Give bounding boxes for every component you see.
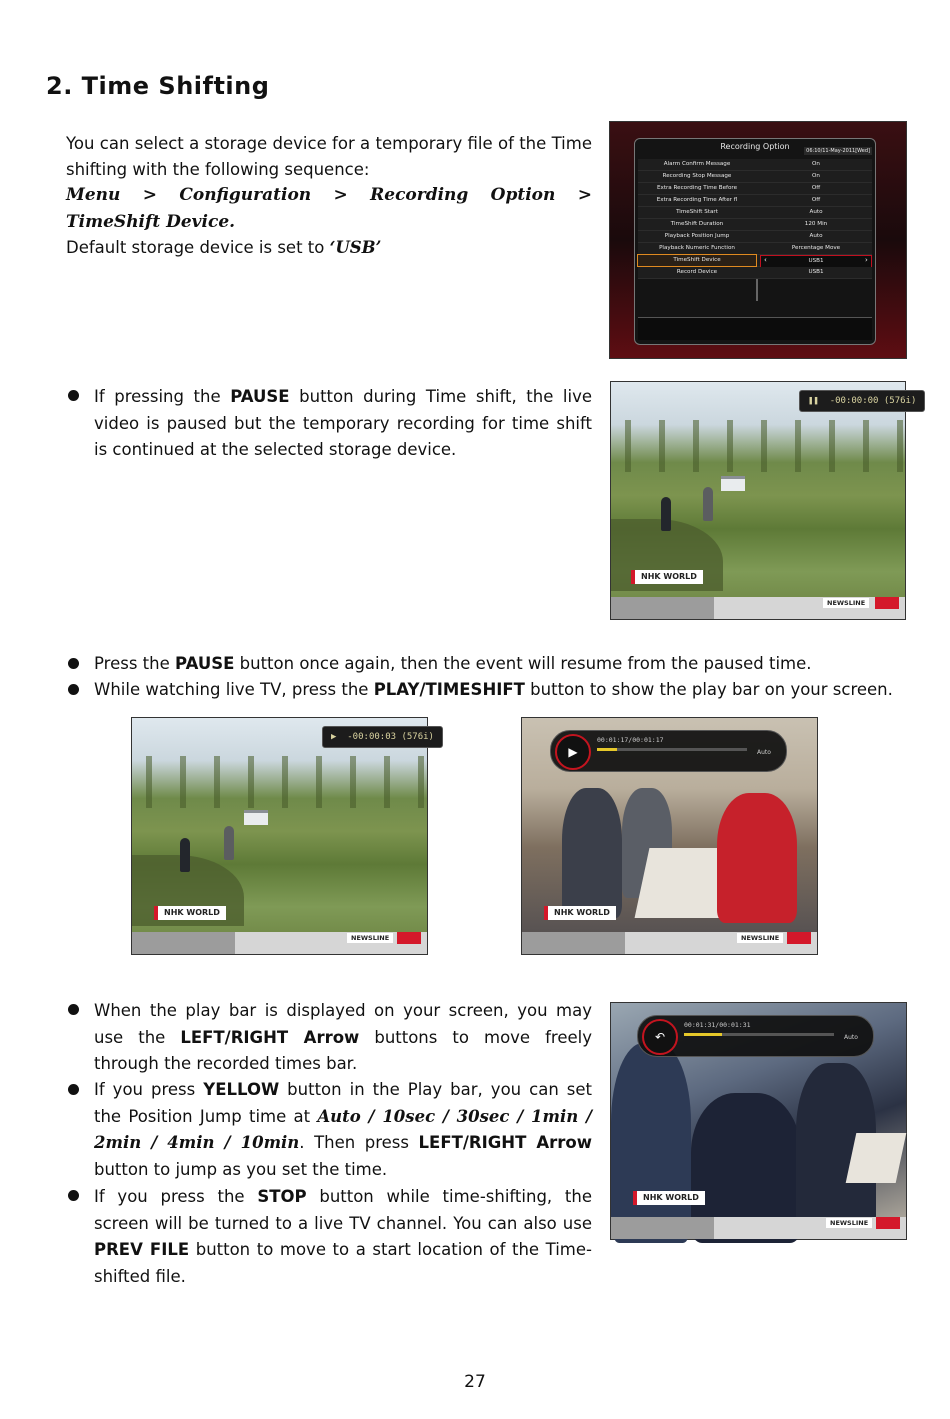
menu-row[interactable] — [638, 243, 872, 255]
bullet-dot — [68, 1084, 79, 1095]
menu-row[interactable] — [638, 231, 872, 243]
bullet-arrows — [94, 998, 592, 1078]
person-figure — [562, 788, 622, 918]
menu-row[interactable] — [638, 267, 872, 279]
tree-line — [611, 420, 905, 472]
bullet-text: buttons to move freely through the recorded times bar. — [94, 1027, 592, 1073]
menu-row-value: Off — [811, 185, 821, 191]
pause-time-readout: -00:00:00 (576i) — [829, 396, 917, 406]
menu-row[interactable] — [638, 183, 872, 195]
menu-row-label: TimeShift Duration — [670, 221, 724, 227]
default-prefix: Default storage device is set to — [66, 238, 330, 257]
auto-label: Auto — [757, 749, 771, 756]
time-readout: -00:00:03 (576i) — [347, 732, 434, 742]
menu-row-label: Extra Recording Time Before — [656, 185, 738, 191]
menu-title: Recording Option — [720, 142, 790, 151]
bullet-text: button in the Play bar, you can set the Position Jump time at — [94, 1080, 593, 1126]
menu-row[interactable] — [638, 207, 872, 219]
bullet-dot — [68, 684, 79, 695]
page-number: 27 — [464, 1372, 486, 1392]
menu-row-label: TimeShift Start — [676, 209, 718, 215]
menu-sequence: Menu > Configuration > Recording Option > TimeShift Device. — [66, 185, 592, 232]
menu-row[interactable] — [638, 159, 872, 171]
bullet-text: button to show the play bar on your screen. — [524, 680, 893, 699]
newsline-label: NEWSLINE — [737, 933, 783, 943]
jump-playbar-screenshot — [610, 1002, 907, 1240]
bullet-resume — [94, 651, 894, 678]
key-name: LEFT/RIGHT Arrow — [418, 1133, 592, 1152]
person-figure — [180, 838, 190, 872]
jump-options: Auto / 10sec / 30sec / 1min / 2min / 4min / 10min — [94, 1106, 592, 1152]
key-name: PREV FILE — [94, 1240, 190, 1259]
bullet-text: button during Time shift, the live video is paused but the temporary recording for time shift is continued at the selected storage device. — [94, 387, 592, 459]
bullet-playbar — [94, 677, 914, 704]
progress-fill — [684, 1033, 722, 1036]
menu-row[interactable] — [638, 195, 872, 207]
menu-row-value: On — [812, 161, 820, 167]
person-figure — [661, 497, 671, 531]
bullet-text: Press the — [94, 654, 175, 673]
person-figure — [611, 1043, 691, 1243]
newsline-label: NEWSLINE — [826, 1218, 872, 1228]
channel-logo: NHK WORLD — [631, 570, 703, 584]
menu-row-value: 120 Min — [804, 221, 828, 227]
bullet-text: When the play bar is displayed on your screen, you may use the — [94, 1001, 592, 1047]
menu-datetime: 06:10/11-May-2011[Wed] — [806, 148, 870, 154]
intro-text: You can select a storage device for a temporary file of the Time shifting with the following sequence: — [66, 134, 592, 179]
bullet-text: button to jump as you set the time. — [94, 1159, 388, 1179]
newsline-label: NEWSLINE — [347, 933, 393, 943]
progress-fill — [597, 748, 617, 751]
menu-footer — [638, 317, 872, 340]
play-bar — [550, 730, 787, 772]
progress-track — [597, 748, 747, 751]
key-name: PAUSE — [175, 654, 235, 673]
menu-row-value: Auto — [809, 233, 823, 239]
bullet-text: If pressing the — [94, 387, 231, 406]
key-name: STOP — [257, 1187, 307, 1206]
channel-logo: NHK WORLD — [544, 906, 616, 920]
recording-option-screenshot — [609, 121, 907, 359]
bullet-stop — [94, 1184, 592, 1290]
intro-paragraph — [66, 131, 592, 261]
chevron-left-icon[interactable]: ‹ — [764, 256, 767, 264]
table-papers — [846, 1133, 907, 1183]
bullet-text: If you press — [94, 1080, 204, 1099]
menu-row-label: Playback Numeric Function — [659, 245, 735, 251]
default-value: ‘USB’ — [329, 238, 382, 257]
bullet-dot — [68, 1190, 79, 1201]
bullet-text: button while time-shifting, the screen will be turned to a live TV channel. You can also use — [94, 1187, 592, 1233]
bullet-text: . Then press — [299, 1133, 419, 1152]
bullet-text: button once again, then the event will resume from the paused time. — [234, 654, 812, 673]
play-icon: ▶ — [555, 734, 591, 770]
bullet-text: If you press the — [94, 1187, 258, 1206]
hut — [244, 810, 268, 825]
person-figure — [703, 487, 713, 521]
key-name: PLAY/TIMESHIFT — [373, 680, 525, 699]
menu-row[interactable] — [638, 219, 872, 231]
hut — [721, 476, 745, 491]
playbar-screenshot — [521, 717, 818, 955]
play-bar — [637, 1015, 874, 1057]
progress-track — [684, 1033, 834, 1036]
menu-row-label: Alarm Confirm Message — [663, 161, 731, 167]
menu-row-label: Recording Stop Message — [662, 173, 732, 179]
recording-option-menu — [634, 138, 876, 345]
paused-video-screenshot — [610, 381, 917, 620]
bullet-yellow — [94, 1077, 592, 1183]
menu-row-value: USB1 — [808, 269, 824, 275]
menu-row[interactable] — [638, 255, 872, 267]
key-name: YELLOW — [203, 1080, 280, 1099]
bullet-pause — [94, 384, 592, 464]
resumed-video-screenshot — [131, 717, 434, 955]
bullet-dot — [68, 1004, 79, 1015]
menu-row-value: On — [812, 173, 820, 179]
bullet-dot — [68, 658, 79, 669]
channel-logo: NHK WORLD — [633, 1191, 705, 1205]
menu-row-value: USB1 — [760, 255, 872, 268]
menu-row-label: TimeShift Device — [638, 255, 756, 266]
pause-osd: ❚❚ -00:00:00 (576i) — [799, 390, 925, 412]
key-name: PAUSE — [230, 387, 290, 406]
menu-row-value: Percentage Move — [791, 245, 841, 251]
menu-row-label: Playback Position Jump — [664, 233, 730, 239]
play-time: 00:01:31/00:01:31 — [684, 1021, 751, 1029]
auto-label: Auto — [844, 1034, 858, 1041]
play-time: 00:01:17/00:01:17 — [597, 736, 664, 744]
bullet-text: button to move to a start location of the Time-shifted file. — [94, 1240, 592, 1286]
bullet-text: While watching live TV, press the — [94, 680, 374, 699]
bullet-dot — [68, 390, 79, 401]
menu-row[interactable] — [638, 171, 872, 183]
jump-icon: ↶ — [642, 1019, 678, 1055]
chevron-right-icon[interactable]: › — [865, 256, 868, 264]
tree-line — [132, 756, 427, 808]
menu-row-label: Record Device — [676, 269, 718, 275]
menu-row-value: Auto — [809, 209, 823, 215]
key-name: LEFT/RIGHT Arrow — [180, 1027, 360, 1047]
section-title: 2. Time Shifting — [46, 72, 270, 100]
person-figure — [224, 826, 234, 860]
menu-row-value: Off — [811, 197, 821, 203]
menu-row-label: Extra Recording Time After fl — [656, 197, 738, 203]
channel-logo: NHK WORLD — [154, 906, 226, 920]
newsline-label: NEWSLINE — [823, 598, 869, 608]
time-osd: ▶ -00:00:03 (576i) — [322, 726, 443, 748]
person-figure-red-jacket — [717, 793, 797, 923]
